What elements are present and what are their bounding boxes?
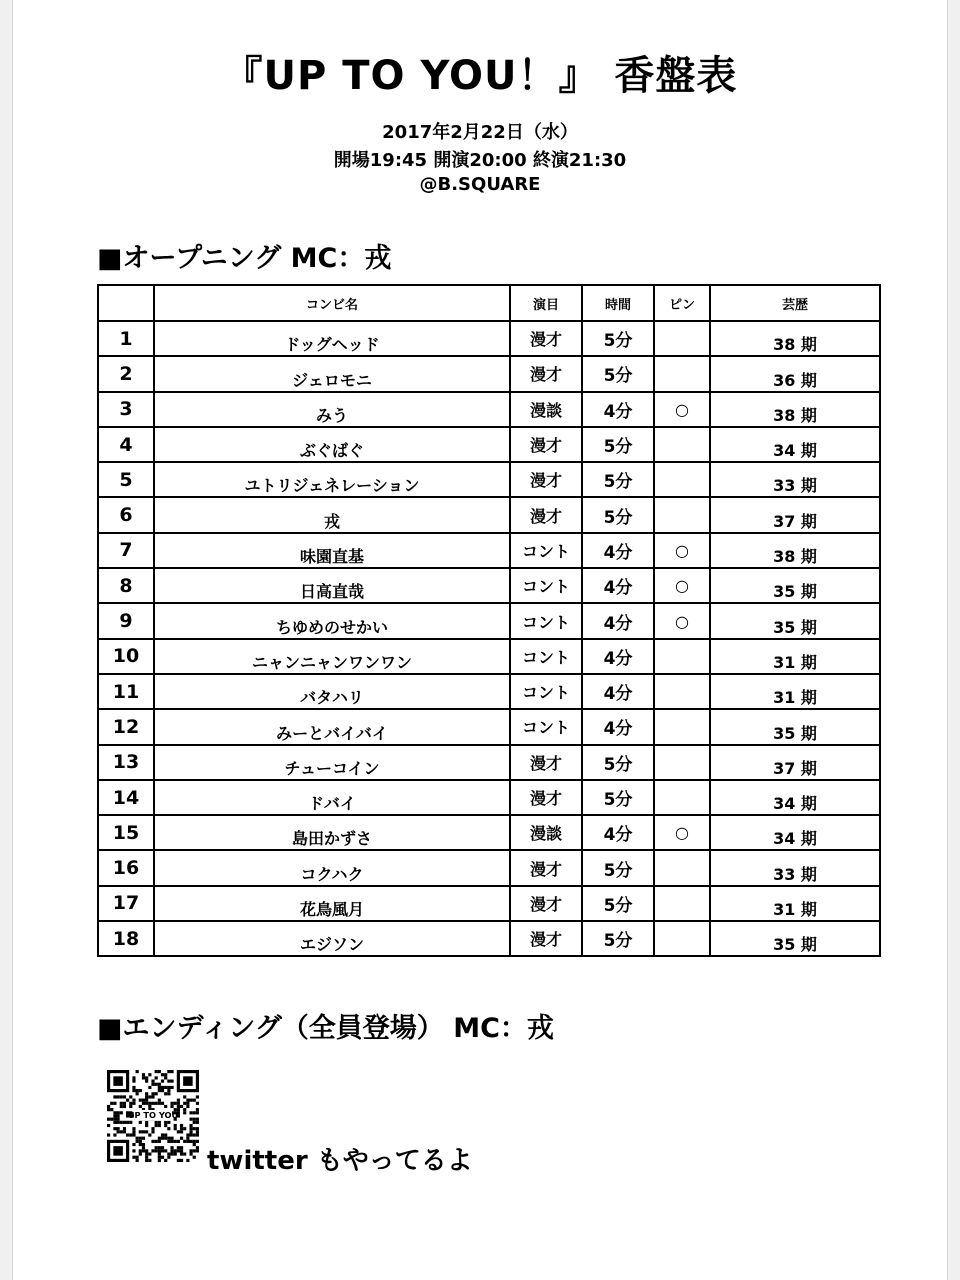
combi-name: 島田かずさ [154, 815, 510, 850]
row-number: 12 [98, 709, 154, 744]
pin-mark [654, 709, 710, 744]
row-number: 1 [98, 321, 154, 356]
row-number: 11 [98, 674, 154, 709]
act-type: 漫才 [510, 850, 582, 885]
combi-name: チューコイン [154, 745, 510, 780]
duration: 5分 [582, 886, 654, 921]
pin-mark [654, 639, 710, 674]
event-times: 開場19:45 開演20:00 終演21:30 [333, 150, 627, 171]
lineup-rows [98, 321, 880, 956]
combi-name: コクハク [154, 850, 510, 885]
duration: 5分 [582, 356, 654, 391]
career-term: 37 期 [710, 745, 880, 780]
combi-name: ドッグヘッド [154, 321, 510, 356]
career-term: 35 期 [710, 921, 880, 956]
act-type: 漫才 [510, 780, 582, 815]
event-date: 2017年2月22日（水） [382, 122, 578, 143]
pin-mark [654, 497, 710, 532]
table-header-row [98, 285, 880, 321]
table-row [98, 568, 880, 603]
row-number: 2 [98, 356, 154, 391]
career-term: 31 期 [710, 674, 880, 709]
career-term: 34 期 [710, 427, 880, 462]
career-term: 31 期 [710, 886, 880, 921]
duration: 4分 [582, 533, 654, 568]
career-term: 37 期 [710, 497, 880, 532]
duration: 4分 [582, 603, 654, 638]
qr-code-icon [107, 1070, 199, 1162]
act-type: 漫談 [510, 815, 582, 850]
combi-name: ドバイ [154, 780, 510, 815]
combi-name: みーとバイバイ [154, 709, 510, 744]
table-row [98, 886, 880, 921]
combi-name: 戎 [154, 497, 510, 532]
page-title: 『UP TO YOU！』 香盤表 [222, 53, 738, 99]
act-type: コント [510, 639, 582, 674]
career-term: 38 期 [710, 392, 880, 427]
pin-mark: ○ [654, 392, 710, 427]
career-term: 35 期 [710, 709, 880, 744]
event-venue: @B.SQUARE [419, 174, 541, 195]
combi-name: ジェロモニ [154, 356, 510, 391]
qr-label: UP TO YOU [127, 1109, 179, 1120]
duration: 4分 [582, 815, 654, 850]
row-number: 5 [98, 462, 154, 497]
combi-name: バタハリ [154, 674, 510, 709]
table-row [98, 427, 880, 462]
pin-mark [654, 921, 710, 956]
table-row [98, 780, 880, 815]
pin-mark [654, 356, 710, 391]
ending-heading: ■エンディング（全員登場） MC：戎 [97, 1013, 554, 1044]
row-number: 8 [98, 568, 154, 603]
act-type: 漫才 [510, 427, 582, 462]
row-number: 6 [98, 497, 154, 532]
row-number: 7 [98, 533, 154, 568]
row-number: 4 [98, 427, 154, 462]
header-time: 時間 [582, 285, 654, 321]
career-term: 38 期 [710, 321, 880, 356]
act-type: 漫才 [510, 745, 582, 780]
duration: 5分 [582, 921, 654, 956]
career-term: 34 期 [710, 815, 880, 850]
row-number: 18 [98, 921, 154, 956]
row-number: 15 [98, 815, 154, 850]
career-term: 31 期 [710, 639, 880, 674]
duration: 4分 [582, 568, 654, 603]
flyer-page [12, 0, 948, 1280]
twitter-note: twitter もやってるよ [207, 1146, 473, 1176]
duration: 4分 [582, 392, 654, 427]
duration: 4分 [582, 709, 654, 744]
combi-name: 花鳥風月 [154, 886, 510, 921]
act-type: コント [510, 603, 582, 638]
duration: 5分 [582, 462, 654, 497]
duration: 5分 [582, 745, 654, 780]
table-row [98, 321, 880, 356]
table-row [98, 392, 880, 427]
duration: 5分 [582, 850, 654, 885]
career-term: 34 期 [710, 780, 880, 815]
row-number: 17 [98, 886, 154, 921]
row-number: 13 [98, 745, 154, 780]
pin-mark: ○ [654, 533, 710, 568]
combi-name: エジソン [154, 921, 510, 956]
act-type: 漫才 [510, 462, 582, 497]
duration: 5分 [582, 427, 654, 462]
header-pin: ピン [654, 285, 710, 321]
pin-mark: ○ [654, 815, 710, 850]
combi-name: 味園直基 [154, 533, 510, 568]
career-term: 36 期 [710, 356, 880, 391]
career-term: 33 期 [710, 850, 880, 885]
duration: 5分 [582, 321, 654, 356]
act-type: 漫才 [510, 886, 582, 921]
act-type: コント [510, 568, 582, 603]
pin-mark [654, 321, 710, 356]
pin-mark: ○ [654, 568, 710, 603]
combi-name: ぶぐばぐ [154, 427, 510, 462]
row-number: 14 [98, 780, 154, 815]
lineup-table [97, 284, 881, 957]
table-row [98, 533, 880, 568]
act-type: 漫才 [510, 356, 582, 391]
act-type: 漫才 [510, 321, 582, 356]
pin-mark [654, 462, 710, 497]
duration: 4分 [582, 639, 654, 674]
duration: 5分 [582, 497, 654, 532]
combi-name: ちゆめのせかい [154, 603, 510, 638]
career-term: 38 期 [710, 533, 880, 568]
career-term: 33 期 [710, 462, 880, 497]
table-row [98, 356, 880, 391]
header-career: 芸歴 [710, 285, 880, 321]
combi-name: ニャンニャンワンワン [154, 639, 510, 674]
opening-heading: ■オープニング MC：戎 [97, 243, 392, 274]
act-type: コント [510, 709, 582, 744]
combi-name: 日高直哉 [154, 568, 510, 603]
table-row [98, 850, 880, 885]
combi-name: ユトリジェネレーション [154, 462, 510, 497]
header-act: 演目 [510, 285, 582, 321]
act-type: 漫才 [510, 497, 582, 532]
table-row [98, 709, 880, 744]
career-term: 35 期 [710, 603, 880, 638]
table-row [98, 639, 880, 674]
table-row [98, 921, 880, 956]
duration: 4分 [582, 674, 654, 709]
act-type: 漫才 [510, 921, 582, 956]
pin-mark [654, 780, 710, 815]
pin-mark: ○ [654, 603, 710, 638]
row-number: 10 [98, 639, 154, 674]
duration: 5分 [582, 780, 654, 815]
act-type: コント [510, 674, 582, 709]
table-row [98, 603, 880, 638]
row-number: 16 [98, 850, 154, 885]
act-type: 漫談 [510, 392, 582, 427]
pin-mark [654, 886, 710, 921]
table-row [98, 815, 880, 850]
pin-mark [654, 745, 710, 780]
header-combi-name: コンビ名 [154, 285, 510, 321]
table-row [98, 745, 880, 780]
pin-mark [654, 427, 710, 462]
pin-mark [654, 674, 710, 709]
combi-name: みう [154, 392, 510, 427]
header-number [98, 285, 154, 321]
table-row [98, 462, 880, 497]
table-row [98, 674, 880, 709]
row-number: 3 [98, 392, 154, 427]
career-term: 35 期 [710, 568, 880, 603]
pin-mark [654, 850, 710, 885]
act-type: コント [510, 533, 582, 568]
row-number: 9 [98, 603, 154, 638]
table-row [98, 497, 880, 532]
